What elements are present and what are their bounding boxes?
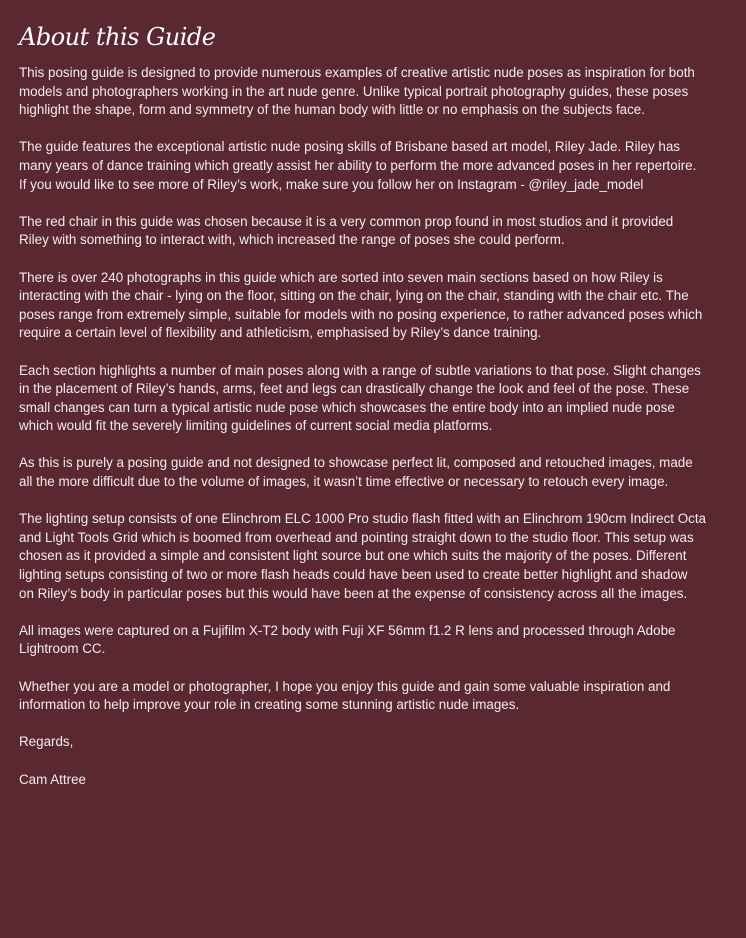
- camera-paragraph: All images were captured on a Fujifilm X-T2 body with Fuji XF 56mm f1.2 R lens and processed through Adobe Lightroom CC.: [19, 622, 676, 657]
- page-title: About this Guide: [19, 23, 216, 51]
- retouch-paragraph: As this is purely a posing guide and not designed to showcase perfect lit, composed and retouched images, made all the more difficult due to the volume of images, it wasn’t time effective or necessary to retouch every image.: [19, 455, 693, 490]
- regards-text: Regards,: [19, 734, 74, 750]
- variations-paragraph: Each section highlights a number of main poses along with a range of subtle variations to that pose. Slight changes in the placement of Riley’s hands, arms, feet and legs can drastically change the look and feel of the pose. These small changes can turn a typical artistic nude pose which showcases the entire body into an implied nude pose which would fit the severely limiting guidelines of current social media platforms.: [19, 362, 701, 434]
- chair-paragraph: The red chair in this guide was chosen because it is a very common prop found in most studios and it provided Riley with something to interact with, which increased the range of poses she could perform.: [19, 213, 674, 248]
- signature-name: Cam Attree: [19, 771, 86, 787]
- closing-paragraph: Whether you are a model or photographer, I hope you enjoy this guide and gain some valuable inspiration and information to help improve your role in creating some stunning artistic nude images.: [19, 678, 671, 713]
- model-paragraph: The guide features the exceptional artistic nude posing skills of Brisbane based art model, Riley Jade. Riley has many years of dance training which greatly assist her ability to perform the more advanced poses in her repertoire. If you would like to see more of Riley’s work, make sure you follow her on Instagram - @riley_jade_model: [19, 139, 697, 192]
- intro-paragraph: This posing guide is designed to provide numerous examples of creative artistic nude poses as inspiration for both models and photographers working in the art nude genre. Unlike typical portrait photography guides, these poses highlight the shape, form and symmetry of the human body with little or no emphasis on the subjects face.: [19, 65, 695, 118]
- sections-paragraph: There is over 240 photographs in this guide which are sorted into seven main sections based on how Riley is interacting with the chair - lying on the floor, sitting on the chair, lying on the chair, standing with the chair etc. The poses range from extremely simple, suitable for models with no posing experience, to rather advanced poses which require a certain level of flexibility and athleticism, emphasised by Riley’s dance training.: [19, 269, 703, 341]
- lighting-paragraph: The lighting setup consists of one Elinchrom ELC 1000 Pro studio flash fitted with an Elinchrom 190cm Indirect Octa and Light Tools Grid which is boomed from overhead and pointing straight down to the studio floor. This setup was chosen as it provided a simple and consistent light source but one which suits the majority of the poses. Different lighting setups consisting of two or more flash heads could have been used to create better highlight and shadow on Riley’s body in particular poses but this would have been at the expense of consistency across all the images.: [19, 511, 706, 601]
